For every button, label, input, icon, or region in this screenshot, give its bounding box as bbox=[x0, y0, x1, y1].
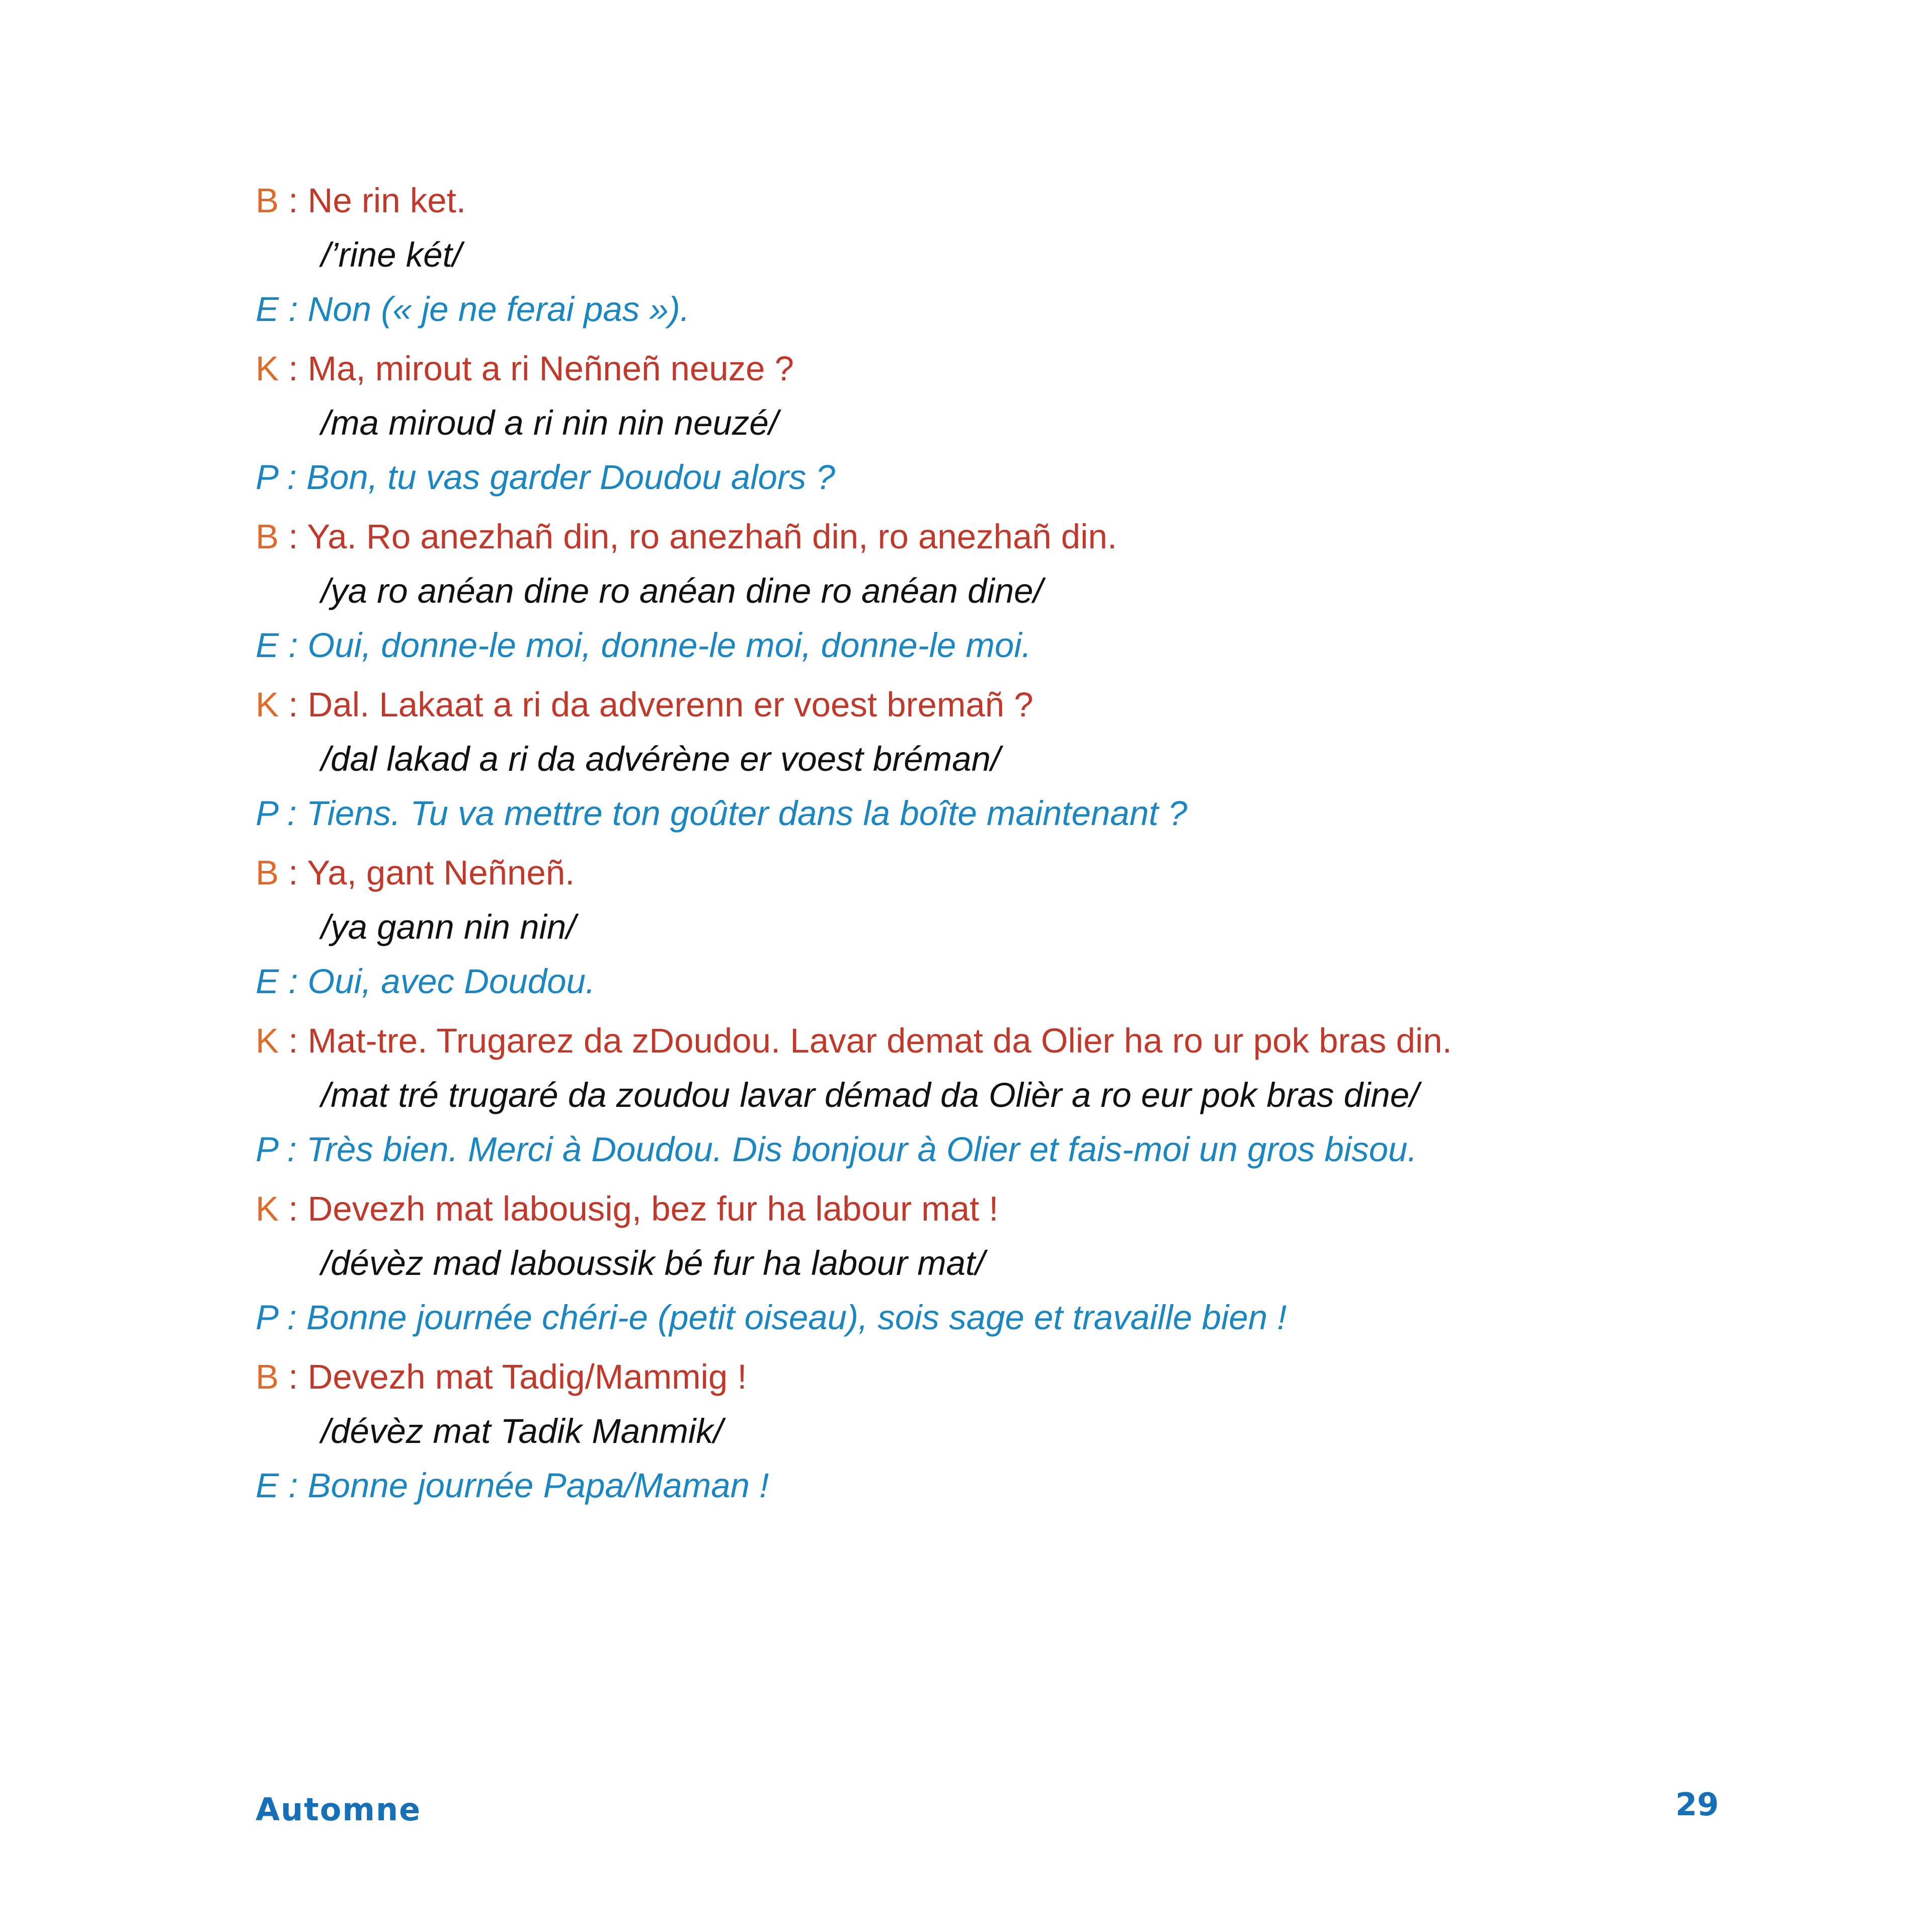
french-text: Bonne journée Papa/Maman ! bbox=[307, 1466, 769, 1505]
breton-line: K : Dal. Lakaat a ri da adverenn er voest bremañ ? bbox=[256, 685, 1033, 724]
breton-text: Ya. Ro anezhañ din, ro anezhañ din, ro anezhañ din. bbox=[307, 517, 1117, 556]
breton-text: Dal. Lakaat a ri da adverenn er voest bremañ ? bbox=[307, 685, 1033, 724]
french-text: Oui, donne-le moi, donne-le moi, donne-le moi. bbox=[307, 626, 1031, 665]
exchange bbox=[256, 678, 1715, 841]
french-line: E : Oui, avec Doudou. bbox=[256, 962, 596, 1001]
speaker-label: K bbox=[256, 1189, 279, 1228]
speaker-label: E bbox=[256, 290, 279, 329]
exchange bbox=[256, 510, 1715, 673]
phonetic-line: /’rine két/ bbox=[321, 235, 462, 274]
french-text: Bonne journée chéri-e (petit oiseau), sois sage et travaille bien ! bbox=[306, 1298, 1287, 1337]
breton-text: Mat-tre. Trugarez da zDoudou. Lavar demat da Olier ha ro ur pok bras din. bbox=[307, 1021, 1452, 1060]
breton-text: Ma, mirout a ri Neñneñ neuze ? bbox=[307, 349, 794, 388]
speaker-label: B bbox=[256, 853, 279, 892]
speaker-label: P bbox=[256, 1298, 278, 1337]
french-line: P : Tiens. Tu va mettre ton goûter dans la boîte maintenant ? bbox=[256, 794, 1187, 833]
speaker-label: P bbox=[256, 458, 278, 497]
speaker-label: E bbox=[256, 1466, 279, 1505]
french-line: P : Bonne journée chéri-e (petit oiseau), sois sage et travaille bien ! bbox=[256, 1298, 1287, 1337]
breton-line: K : Devezh mat labousig, bez fur ha labour mat ! bbox=[256, 1189, 999, 1228]
section-title: Automne bbox=[256, 1791, 422, 1828]
page-number: 29 bbox=[1675, 1786, 1719, 1823]
breton-text: Devezh mat Tadig/Mammig ! bbox=[307, 1357, 747, 1396]
french-line: P : Très bien. Merci à Doudou. Dis bonjour à Olier et fais-moi un gros bisou. bbox=[256, 1130, 1417, 1169]
phonetic-line: /ya ro anéan dine ro anéan dine ro anéan dine/ bbox=[321, 572, 1043, 610]
phonetic-line: /ya gann nin nin/ bbox=[321, 908, 576, 946]
phonetic-line: /dévèz mad laboussik bé fur ha labour mat/ bbox=[321, 1244, 985, 1282]
breton-line: B : Devezh mat Tadig/Mammig ! bbox=[256, 1357, 747, 1396]
speaker-label: K bbox=[256, 1021, 279, 1060]
speaker-label: B bbox=[256, 1357, 279, 1396]
phonetic-line: /ma miroud a ri nin nin neuzé/ bbox=[321, 404, 778, 442]
speaker-label: K bbox=[256, 349, 279, 388]
breton-text: Ne rin ket. bbox=[307, 181, 466, 220]
french-text: Bon, tu vas garder Doudou alors ? bbox=[306, 458, 835, 497]
phonetic-line: /dal lakad a ri da advérène er voest bréman/ bbox=[321, 740, 1001, 778]
phonetic-line: /dévèz mat Tadik Manmik/ bbox=[321, 1412, 723, 1451]
french-text: Très bien. Merci à Doudou. Dis bonjour à Olier et fais-moi un gros bisou. bbox=[306, 1130, 1417, 1169]
exchange bbox=[256, 342, 1715, 505]
exchange bbox=[256, 1182, 1715, 1345]
french-text: Non (« je ne ferai pas »). bbox=[307, 290, 690, 329]
exchange bbox=[256, 846, 1715, 1009]
speaker-label: B bbox=[256, 517, 279, 556]
speaker-label: P bbox=[256, 794, 278, 833]
french-line: P : Bon, tu vas garder Doudou alors ? bbox=[256, 458, 835, 497]
breton-text: Devezh mat labousig, bez fur ha labour mat ! bbox=[307, 1189, 999, 1228]
exchange bbox=[256, 174, 1715, 337]
speaker-label: E bbox=[256, 962, 279, 1001]
french-line: E : Bonne journée Papa/Maman ! bbox=[256, 1466, 769, 1505]
breton-line: B : Ne rin ket. bbox=[256, 181, 466, 220]
french-line: E : Non (« je ne ferai pas »). bbox=[256, 290, 690, 329]
phonetic-line: /mat tré trugaré da zoudou lavar démad da Olièr a ro eur pok bras dine/ bbox=[321, 1076, 1419, 1114]
french-text: Tiens. Tu va mettre ton goûter dans la boîte maintenant ? bbox=[306, 794, 1187, 833]
speaker-label: P bbox=[256, 1130, 278, 1169]
speaker-label: B bbox=[256, 181, 279, 220]
breton-line: B : Ya, gant Neñneñ. bbox=[256, 853, 575, 892]
breton-text: Ya, gant Neñneñ. bbox=[307, 853, 575, 892]
breton-line: K : Mat-tre. Trugarez da zDoudou. Lavar demat da Olier ha ro ur pok bras din. bbox=[256, 1021, 1452, 1060]
exchange bbox=[256, 1014, 1715, 1177]
exchange bbox=[256, 1350, 1715, 1513]
breton-line: K : Ma, mirout a ri Neñneñ neuze ? bbox=[256, 349, 794, 388]
dialogue bbox=[256, 174, 1715, 1518]
speaker-label: E bbox=[256, 626, 279, 665]
breton-line: B : Ya. Ro anezhañ din, ro anezhañ din, ro anezhañ din. bbox=[256, 517, 1117, 556]
speaker-label: K bbox=[256, 685, 279, 724]
french-line: E : Oui, donne-le moi, donne-le moi, donne-le moi. bbox=[256, 626, 1031, 665]
french-text: Oui, avec Doudou. bbox=[307, 962, 596, 1001]
